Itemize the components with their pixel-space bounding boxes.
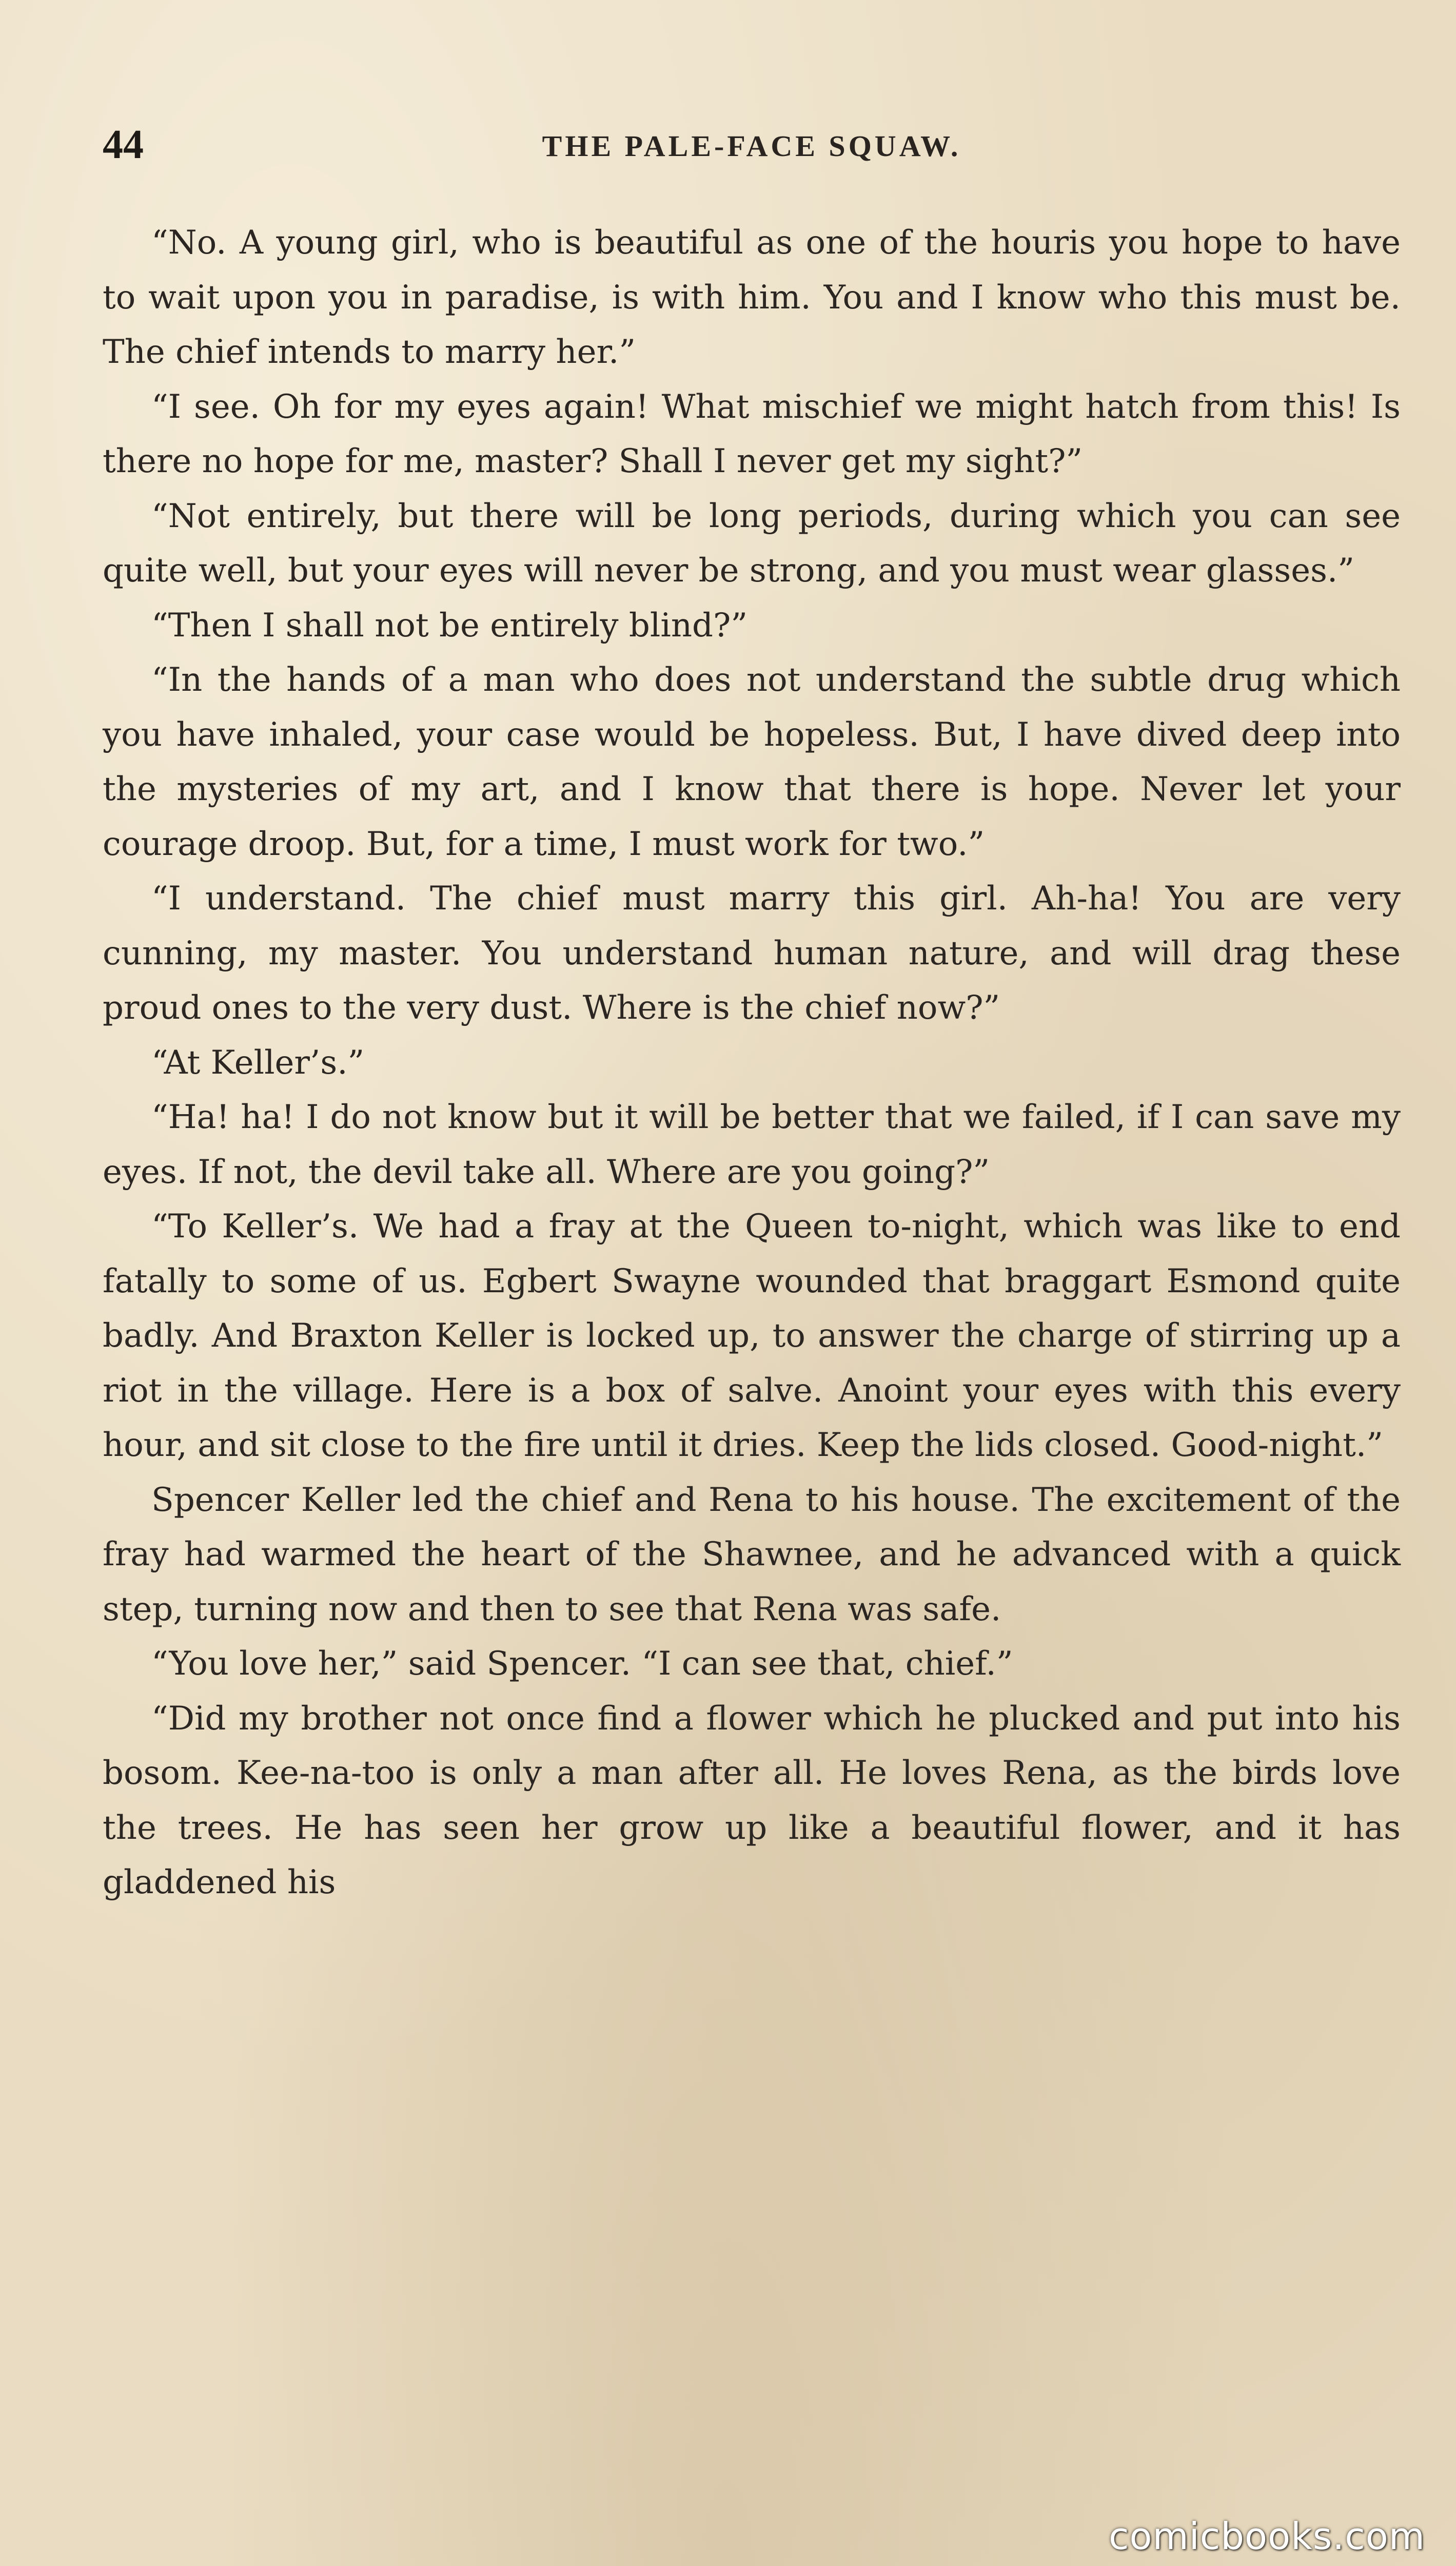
running-title: THE PALE-FACE SQUAW. — [542, 129, 961, 163]
paragraph-3: “Not entirely, but there will be long periods, during which you can see quite well, but your eyes will never be strong, and you must wear glasses.” — [103, 497, 1401, 590]
paragraph-8: “Ha! ha! I do not know but it will be better that we failed, if I can save my eyes. If not, the devil take all. Where are you going?” — [103, 1098, 1401, 1191]
body-text — [103, 216, 1401, 1910]
paragraph-12: “Did my brother not once find a flower which he plucked and put into his bosom. Kee-na-too is only a man after all. He loves Rena, as the birds love the trees. He has seen her grow up like a beautiful flower, and it has gladdened his — [103, 1699, 1401, 1901]
page-header — [103, 119, 1401, 176]
paragraph-5: “In the hands of a man who does not understand the subtle drug which you have inhaled, your case would be hopeless. But, I have dived deep into the mysteries of my art, and I know that there is hope. Never let your courage droop. But, for a time, I must work for two.” — [103, 661, 1401, 863]
paragraph-10: Spencer Keller led the chief and Rena to his house. The excitement of the fray had warmed the heart of the Shawnee, and he advanced with a quick step, turning now and then to see that Rena was safe. — [103, 1481, 1401, 1628]
paragraph-1: “No. A young girl, who is beautiful as one of the houris you hope to have to wait upon you in paradise, is with him. You and I know who this must be. The chief intends to marry her.” — [103, 224, 1401, 371]
paragraph-2: “I see. Oh for my eyes again! What mischief we might hatch from this! Is there no hope for me, master? Shall I never get my sight?” — [103, 387, 1401, 480]
paragraph-6: “I understand. The chief must marry this girl. Ah-ha! You are very cunning, my master. You understand human nature, and will drag these proud ones to the very dust. Where is the chief now?” — [103, 880, 1401, 1027]
watermark: comicbooks.com — [1108, 2515, 1425, 2558]
paragraph-11: “You love her,” said Spencer. “I can see that, chief.” — [151, 1645, 1013, 1683]
page-number: 44 — [103, 122, 144, 167]
paragraph-9: “To Keller’s. We had a fray at the Queen to-night, which was like to end fatally to some of us. Egbert Swayne wounded that braggart Esmond quite badly. And Braxton Keller is locked up, to answer the charge of stirring up a riot in the village. Here is a box of salve. Anoint your eyes with this every hour, and sit close to the fire until it dries. Keep the lids closed. Good-night.” — [103, 1208, 1401, 1464]
paragraph-7: “At Keller’s.” — [151, 1043, 365, 1082]
paragraph-4: “Then I shall not be entirely blind?” — [151, 606, 748, 645]
